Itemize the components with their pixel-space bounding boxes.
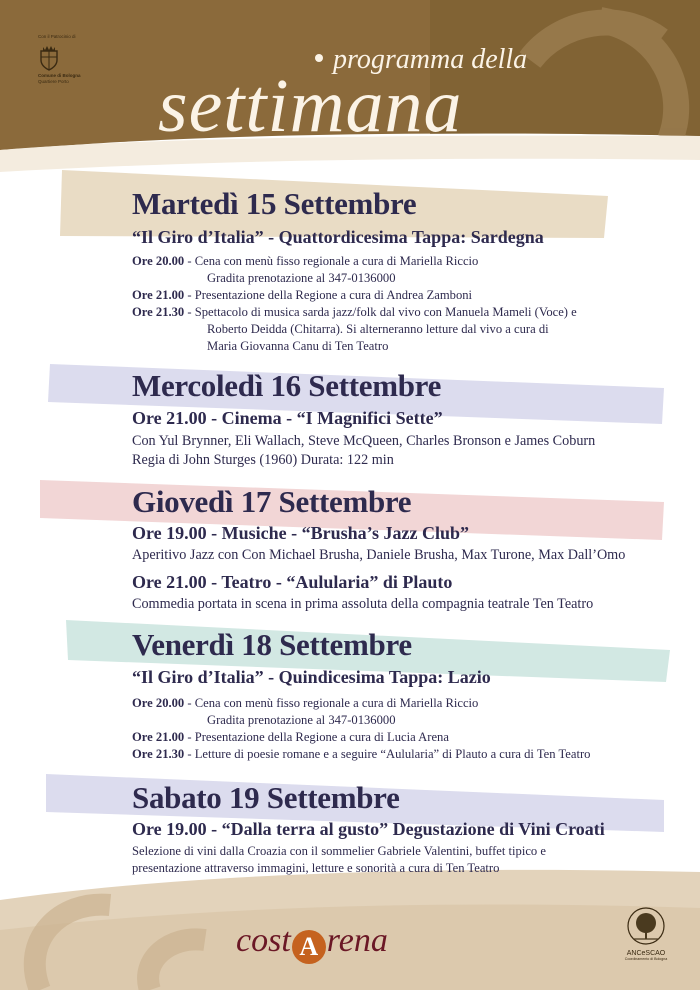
schedule-line: Selezione di vini dalla Croazia con il sommelier Gabriele Valentini, buffet tipico e <box>132 844 546 858</box>
event-description: Aperitivo Jazz con Con Michael Brusha, Daniele Brusha, Max Turone, Max Dall’Omo <box>132 547 626 563</box>
schedule-line: presentazione attraverso immagini, letture e sonorità a cura di Ten Teatro <box>132 861 500 875</box>
ancescao-name: ANCeSCAO <box>626 950 666 957</box>
schedule-line: Ore 21.30 - Spettacolo di musica sarda jazz/folk dal vivo con Manuela Mameli (Voce) e <box>132 305 577 319</box>
day-title: Venerdì 18 Settembre <box>132 627 412 662</box>
logo-left: cost <box>236 922 291 959</box>
title-bullet <box>315 54 323 62</box>
schedule-line: Ore 20.00 - Cena con menù fisso regionale a cura di Mariella Riccio <box>132 696 479 710</box>
ancescao-logo <box>622 906 670 961</box>
schedule-line: Maria Giovanna Canu di Ten Teatro <box>207 339 389 353</box>
title-small-text: programma della <box>333 44 528 75</box>
day-title: Giovedì 17 Settembre <box>132 484 412 519</box>
day-title: Sabato 19 Settembre <box>132 780 400 815</box>
day-subtitle: “Il Giro d’Italia” - Quattordicesima Tappa: Sardegna <box>132 227 544 247</box>
day-subtitle: Ore 19.00 - “Dalla terra al gusto” Degustazione di Vini Croati <box>132 819 605 839</box>
day-title: Martedì 15 Settembre <box>132 186 417 221</box>
header-title-big: settimana <box>158 64 463 148</box>
schedule-line: Roberto Deidda (Chitarra). Si alterneranno letture dal vivo a cura di <box>207 322 549 336</box>
event-description: Con Yul Brynner, Eli Wallach, Steve McQueen, Charles Bronson e James Coburn <box>132 433 596 449</box>
ancescao-sub: Coordinamento di Bologna <box>624 957 668 961</box>
logo-right: rena <box>326 922 388 959</box>
bologna-crest-icon <box>38 45 60 71</box>
day-subtitle: Ore 21.00 - Cinema - “I Magnifici Sette” <box>132 408 443 428</box>
event-subtitle: Ore 21.00 - Teatro - “Aulularia” di Plauto <box>132 572 453 592</box>
schedule-line: Ore 21.00 - Presentazione della Regione a cura di Andrea Zamboni <box>132 288 473 302</box>
patron-district: Quartiere Porto <box>38 79 69 84</box>
schedule-line: Gradita prenotazione al 347-0136000 <box>207 271 396 285</box>
ancescao-tree-icon <box>624 906 668 946</box>
patron-label: Con il Patrocinio di <box>38 34 76 39</box>
patron-name: Comune di Bologna <box>38 73 81 78</box>
patron-block <box>38 34 128 85</box>
event-description: Commedia portata in scena in prima assoluta della compagnia teatrale Ten Teatro <box>132 596 594 612</box>
logo-mark: A <box>292 930 326 964</box>
schedule-line: Ore 21.30 - Letture di poesie romane e a seguire “Aulularia” di Plauto a cura di Ten Teatro <box>132 747 591 761</box>
schedule-line: Ore 20.00 - Cena con menù fisso regionale a cura di Mariella Riccio <box>132 254 479 268</box>
day-title: Mercoledì 16 Settembre <box>132 368 442 403</box>
event-subtitle: Ore 19.00 - Musiche - “Brusha’s Jazz Club” <box>132 523 469 543</box>
schedule-line: Gradita prenotazione al 347-0136000 <box>207 713 396 727</box>
costarena-logo <box>236 922 388 964</box>
day-subtitle: “Il Giro d’Italia” - Quindicesima Tappa: Lazio <box>132 667 491 687</box>
schedule-line: Ore 21.00 - Presentazione della Regione a cura di Lucia Arena <box>132 730 449 744</box>
event-description: Regia di John Sturges (1960) Durata: 122 min <box>132 452 394 468</box>
